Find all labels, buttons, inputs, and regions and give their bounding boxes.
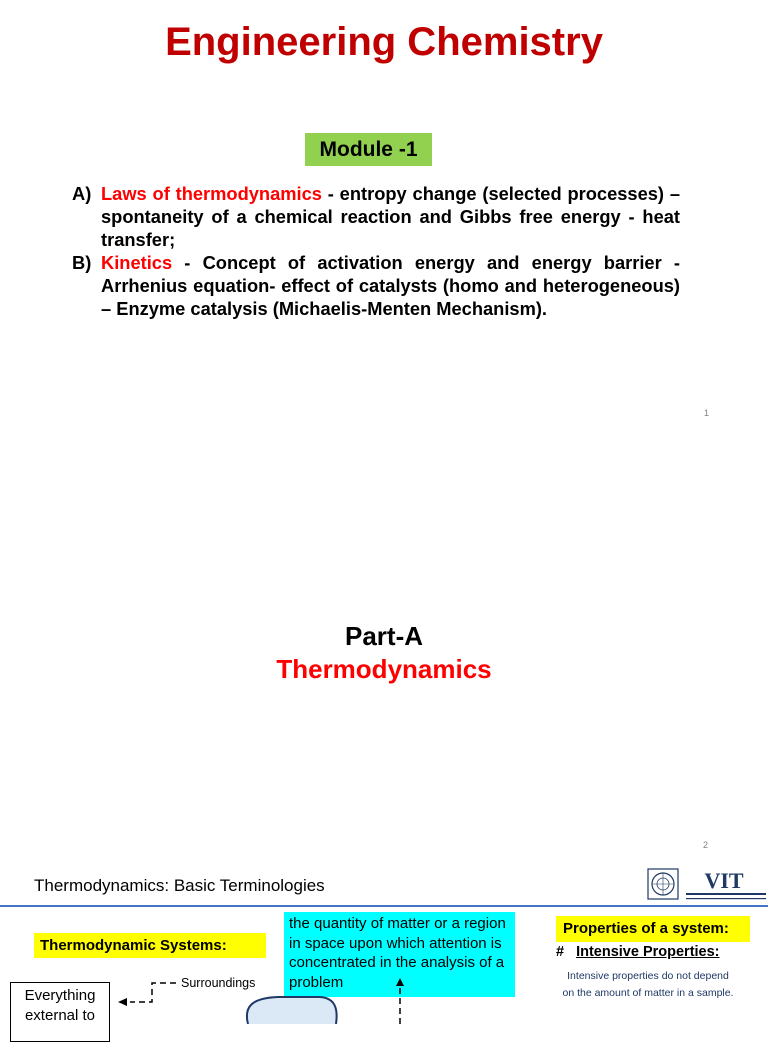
bullet-hash: # — [556, 944, 565, 960]
item-text: - entropy change (selected processes) – spontaneity of a chemical reaction and Gibbs free energy - heat transfer; — [101, 183, 680, 250]
arrow-up-icon — [396, 978, 404, 986]
syllabus-item-a — [72, 182, 680, 251]
properties-badge: Properties of a system: — [556, 916, 750, 942]
item-marker: B) — [72, 252, 92, 273]
part-subtitle: Thermodynamics — [276, 654, 492, 684]
system-boundary — [247, 997, 337, 1024]
item-highlight: Laws of thermodynamics — [101, 183, 322, 204]
systems-badge: Thermodynamic Systems: — [34, 933, 266, 958]
surroundings-arrow — [130, 983, 176, 1002]
vit-logo — [646, 866, 768, 906]
intensive-properties-row — [556, 942, 720, 962]
intensive-heading: Intensive Properties: — [576, 944, 720, 960]
slide-heading: Thermodynamics: Basic Terminologies — [34, 876, 325, 895]
item-marker: A) — [72, 183, 92, 204]
surroundings-label: Surroundings — [181, 976, 256, 990]
slide-page-number: 2 — [703, 840, 709, 850]
header-rule — [0, 905, 768, 907]
module-badge: Module -1 — [305, 133, 432, 166]
slide-page-number: 1 — [704, 408, 710, 418]
slide-title: Engineering Chemistry — [165, 20, 603, 64]
system-diagram — [110, 970, 430, 1024]
everything-external-box: Everything external to — [10, 982, 110, 1042]
arrow-head-icon — [118, 998, 127, 1006]
item-text: - Concept of activation energy and energy barrier - Arrhenius equation- effect of catalysts (homo and heterogeneous) – Enzyme catalysis (Michaelis-Menten Mechanism). — [101, 252, 680, 319]
part-label: Part-A — [344, 621, 423, 651]
logo-wordmark: VIT — [704, 868, 744, 893]
syllabus-item-b — [72, 251, 680, 320]
intensive-note: Intensive properties do not depend on the amount of matter in a sample. — [562, 970, 734, 999]
item-highlight: Kinetics — [101, 252, 173, 273]
definition-box: the quantity of matter or a region in space upon which attention is concentrated in the analysis of a problem — [284, 912, 515, 997]
